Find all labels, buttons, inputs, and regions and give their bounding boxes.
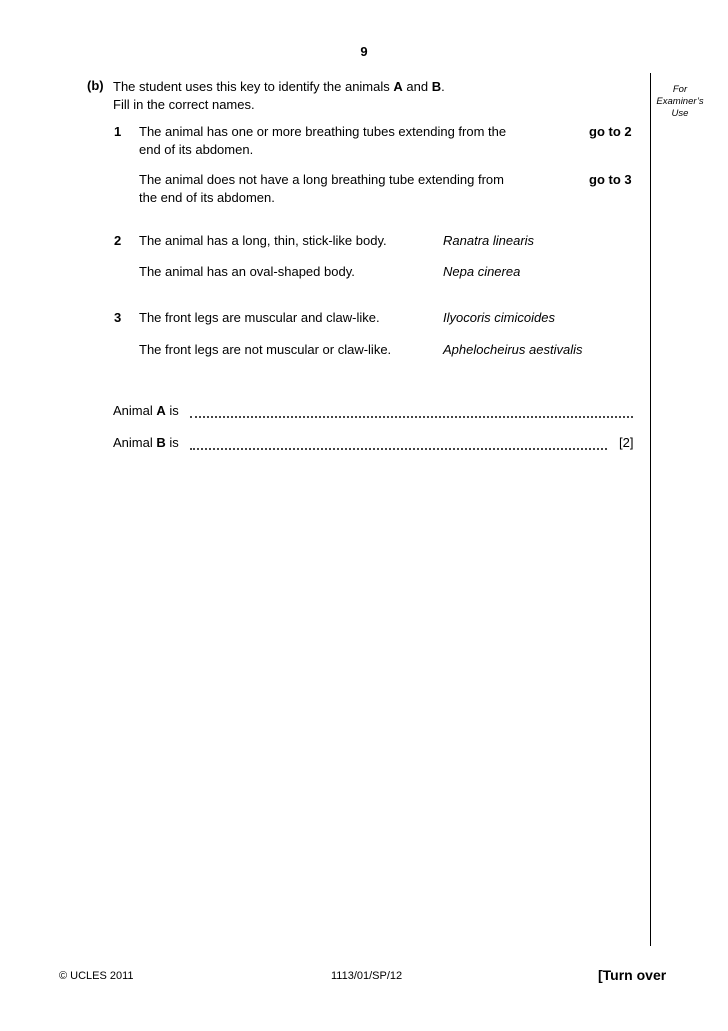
intro-text-2: and (402, 79, 432, 94)
key-step-2-number: 2 (114, 233, 122, 248)
answer-a-line[interactable] (190, 416, 633, 418)
key-step-1b-result: go to 3 (589, 172, 632, 187)
answer-b-prefix: Animal (113, 435, 157, 450)
answer-b-letter: B (156, 435, 166, 450)
intro-animal-b: B (431, 79, 442, 94)
key-step-1a-line2: end of its abdomen. (139, 142, 254, 157)
key-step-3b-text: The front legs are not muscular or claw-like. (139, 342, 392, 357)
examiner-use-label (654, 84, 706, 120)
examiner-label-line1: For (672, 84, 688, 95)
key-step-2a-species: Ranatra linearis (443, 233, 535, 248)
key-step-1-number: 1 (114, 124, 122, 139)
key-step-2b-species: Nepa cinerea (443, 264, 521, 279)
key-step-1b-line1: The animal does not have a long breathing tube extending from (139, 172, 504, 187)
intro-text-1: The student uses this key to identify the animals (113, 79, 394, 94)
examiner-margin-rule (650, 73, 651, 946)
question-instruction: Fill in the correct names. (113, 97, 255, 112)
examiner-label-line2: Examiner’s (656, 96, 704, 107)
key-step-2b-text: The animal has an oval-shaped body. (139, 264, 355, 279)
question-intro (113, 78, 445, 96)
answer-a-label (113, 402, 179, 420)
key-step-3a-text: The front legs are muscular and claw-like. (139, 310, 380, 325)
key-step-1a-result: go to 2 (589, 124, 632, 139)
key-step-3b-species: Aphelocheirus aestivalis (443, 342, 583, 357)
intro-animal-a: A (393, 79, 403, 94)
examiner-label-line3: Use (671, 108, 689, 119)
key-step-1a-line1: The animal has one or more breathing tubes extending from the (139, 124, 507, 139)
intro-text-3: . (441, 79, 445, 94)
key-step-1b-line2: the end of its abdomen. (139, 190, 275, 205)
key-step-3a-species: Ilyocoris cimicoides (443, 310, 555, 325)
answer-a-suffix: is (165, 403, 179, 418)
key-step-2a-text: The animal has a long, thin, stick-like body. (139, 233, 387, 248)
key-step-3-number: 3 (114, 310, 122, 325)
question-part-label: (b) (87, 78, 104, 93)
page-number: 9 (360, 44, 368, 59)
answer-a-letter: A (156, 403, 166, 418)
answer-b-suffix: is (165, 435, 179, 450)
answer-b-label (113, 434, 179, 452)
footer-paper-code: 1113/01/SP/12 (331, 970, 403, 982)
marks-label: [2] (619, 435, 634, 450)
footer-copyright: © UCLES 2011 (59, 970, 134, 982)
answer-b-line[interactable] (190, 448, 607, 450)
answer-a-prefix: Animal (113, 403, 157, 418)
footer-turn-over: [Turn over (598, 967, 667, 983)
